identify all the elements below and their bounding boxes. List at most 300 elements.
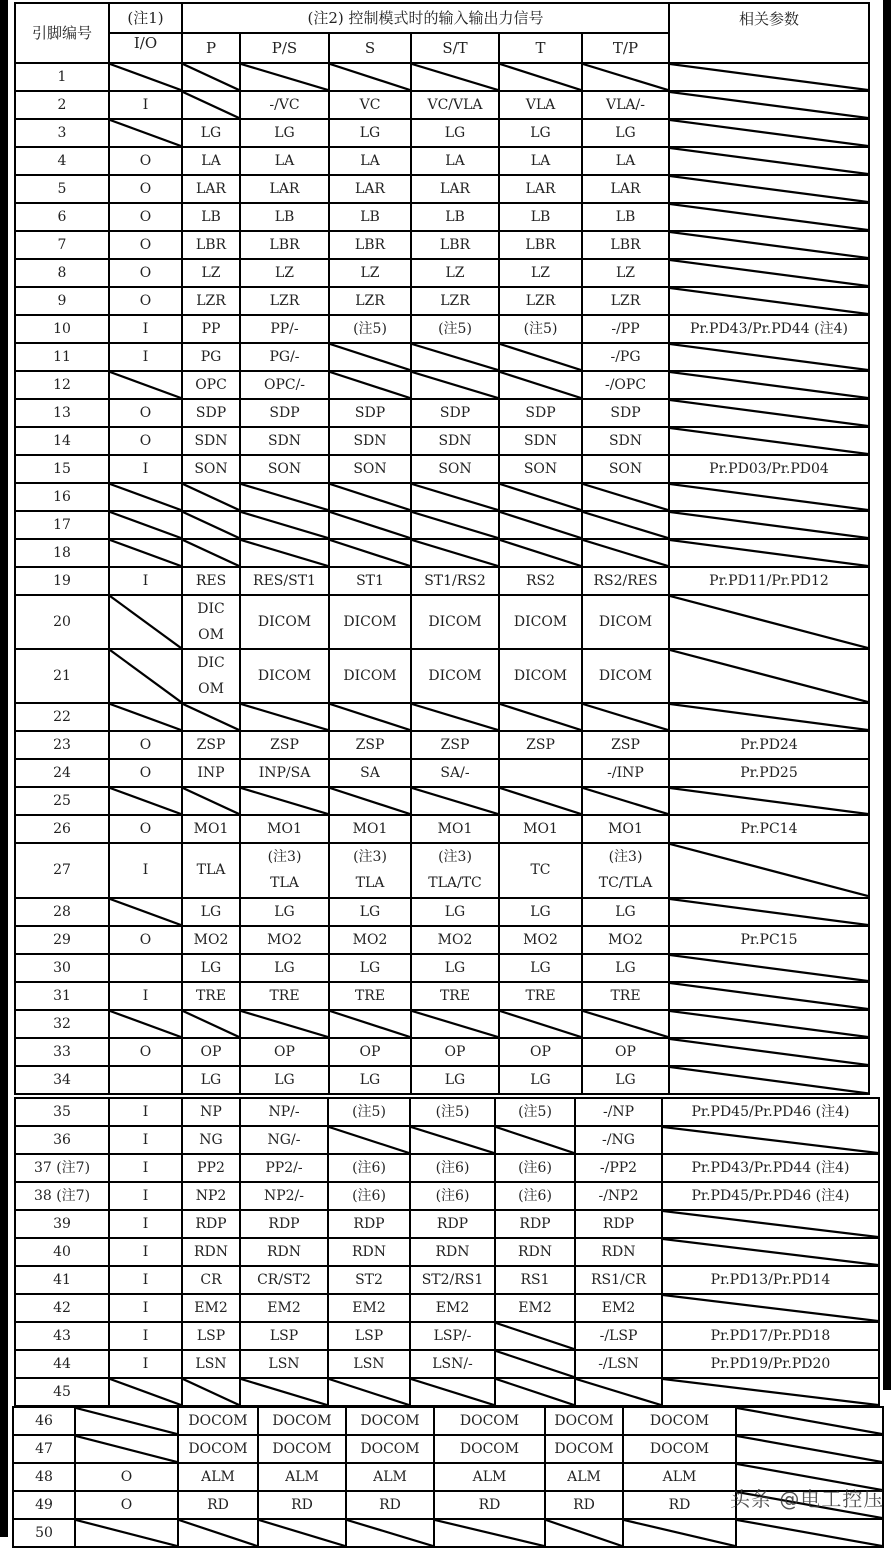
mode-signal-cell: LG xyxy=(499,1066,582,1094)
io-cell: I xyxy=(109,1238,182,1266)
mode-signal-cell: LG xyxy=(582,954,669,982)
pin-number-cell: 17 xyxy=(15,511,109,539)
pin-number-cell: 49 xyxy=(13,1491,75,1519)
io-cell-empty xyxy=(109,539,182,567)
table-row xyxy=(15,119,869,147)
io-cell: I xyxy=(109,1210,182,1238)
mode-signal-cell: -/PP xyxy=(582,315,669,343)
mode-signal-cell: VLA/- xyxy=(582,91,669,119)
mode-signal-cell: (注5) xyxy=(328,1098,410,1126)
diagonal-strike-icon xyxy=(670,344,868,370)
io-cell: I xyxy=(109,455,182,483)
diagonal-strike-icon xyxy=(496,1379,574,1405)
io-cell: I xyxy=(109,843,182,897)
diagonal-strike-icon xyxy=(412,788,498,814)
diagonal-strike-icon xyxy=(670,540,868,566)
mode-signal-cell: LBR xyxy=(582,231,669,259)
mode-signal-cell: SON xyxy=(240,455,329,483)
mode-signal-cell: SON xyxy=(329,455,411,483)
mode-signal-cell: DOCOM xyxy=(346,1407,434,1435)
mode-signal-cell: RDP xyxy=(575,1210,662,1238)
mode-signal-cell: RD xyxy=(623,1491,736,1519)
io-cell: I xyxy=(109,315,182,343)
mode-signal-cell: OPC xyxy=(182,371,240,399)
param-cell-empty xyxy=(669,427,869,455)
io-cell: I xyxy=(109,1350,182,1378)
io-cell-empty xyxy=(109,119,182,147)
mode-signal-cell-empty xyxy=(410,1378,495,1406)
param-cell-empty xyxy=(669,63,869,91)
mode-signal-cell: LBR xyxy=(499,231,582,259)
mode-signal-cell-empty xyxy=(182,539,240,567)
mode-signal-cell: LZR xyxy=(411,287,499,315)
mode-signal-cell: TRE xyxy=(182,982,240,1010)
mode-signal-cell: -/LSP xyxy=(575,1322,662,1350)
table-row xyxy=(15,954,869,982)
pin-number-cell: 29 xyxy=(15,926,109,954)
mode-signal-cell: MO2 xyxy=(240,926,329,954)
pin-number-cell: 40 xyxy=(15,1238,109,1266)
pin-number-cell: 16 xyxy=(15,483,109,511)
pin-number-cell: 36 xyxy=(15,1126,109,1154)
diagonal-strike-icon xyxy=(583,484,668,510)
diagonal-strike-icon xyxy=(412,344,498,370)
pin-number-cell: 12 xyxy=(15,371,109,399)
param-cell: Pr.PD25 xyxy=(669,759,869,787)
mode-signal-cell: (注3) TLA/TC xyxy=(411,843,499,897)
io-cell: O xyxy=(109,815,182,843)
io-cell: O xyxy=(75,1491,178,1519)
diagonal-strike-icon xyxy=(347,1520,433,1546)
diagonal-strike-icon xyxy=(241,64,328,90)
table-row xyxy=(15,455,869,483)
io-cell: I xyxy=(109,1182,182,1210)
mode-signal-cell: (注5) xyxy=(329,315,411,343)
table-row xyxy=(15,1210,879,1238)
table-row xyxy=(15,787,869,815)
diagonal-strike-icon xyxy=(330,64,410,90)
mode-signal-cell-empty xyxy=(582,511,669,539)
table-row xyxy=(15,203,869,231)
diagonal-strike-icon xyxy=(183,92,239,118)
param-cell: Pr.PD45/Pr.PD46 (注4) xyxy=(662,1098,879,1126)
mode-signal-cell: RD xyxy=(346,1491,434,1519)
mode-signal-cell-empty xyxy=(411,371,499,399)
pin-number-cell: 6 xyxy=(15,203,109,231)
mode-signal-cell: MO2 xyxy=(499,926,582,954)
mode-signal-cell: LZ xyxy=(499,259,582,287)
mode-signal-cell: ALM xyxy=(623,1463,736,1491)
mode-signal-cell-empty xyxy=(182,1010,240,1038)
param-cell-empty xyxy=(669,203,869,231)
mode-signal-cell-empty xyxy=(240,703,329,731)
table-row xyxy=(15,175,869,203)
mode-signal-cell-empty xyxy=(499,1010,582,1038)
pin-table-body-1 xyxy=(15,63,869,1094)
mode-signal-cell: ZSP xyxy=(240,731,329,759)
mode-signal-cell: ST1 xyxy=(329,567,411,595)
param-cell: Pr.PD19/Pr.PD20 xyxy=(662,1350,879,1378)
io-cell: O xyxy=(109,231,182,259)
pin-number-cell: 42 xyxy=(15,1294,109,1322)
mode-signal-cell: RDP xyxy=(495,1210,575,1238)
diagonal-strike-icon xyxy=(670,260,868,286)
mode-signal-cell-empty xyxy=(495,1322,575,1350)
mode-signal-cell-empty xyxy=(411,483,499,511)
mode-signal-cell: LG xyxy=(329,1066,411,1094)
diagonal-strike-icon xyxy=(76,1436,177,1462)
param-cell: Pr.PD24 xyxy=(669,731,869,759)
mode-signal-cell: LG xyxy=(411,954,499,982)
io-cell: O xyxy=(109,731,182,759)
mode-signal-cell: ALM xyxy=(258,1463,346,1491)
mode-signal-cell: LAR xyxy=(411,175,499,203)
mode-signal-cell: SDP xyxy=(182,399,240,427)
table-row xyxy=(13,1407,883,1435)
pin-table-section-3 xyxy=(12,1406,884,1541)
mode-signal-cell-empty xyxy=(499,343,582,371)
mode-signal-cell: MO2 xyxy=(411,926,499,954)
mode-signal-cell: LG xyxy=(182,119,240,147)
mode-signal-cell: SDN xyxy=(499,427,582,455)
mode-signal-cell: (注6) xyxy=(328,1154,410,1182)
header-mode-title: (注2) 控制模式时的输入输出力信号 xyxy=(182,3,669,33)
diagonal-strike-icon xyxy=(110,899,181,925)
mode-signal-cell: PG/- xyxy=(240,343,329,371)
mode-signal-cell-empty xyxy=(495,1126,575,1154)
mode-signal-cell: LG xyxy=(329,119,411,147)
mode-signal-cell-empty xyxy=(182,483,240,511)
diagonal-strike-icon xyxy=(183,512,239,538)
mode-signal-cell-empty xyxy=(240,787,329,815)
io-cell: I xyxy=(109,1322,182,1350)
table-row xyxy=(15,1154,879,1182)
mode-signal-cell: ZSP xyxy=(182,731,240,759)
io-cell: I xyxy=(109,1098,182,1126)
param-cell-empty xyxy=(736,1519,883,1547)
io-cell-empty xyxy=(109,703,182,731)
diagonal-strike-icon xyxy=(241,540,328,566)
mode-signal-cell: EM2 xyxy=(410,1294,495,1322)
param-cell-empty xyxy=(669,1038,869,1066)
pin-number-cell: 34 xyxy=(15,1066,109,1094)
mode-signal-cell: TRE xyxy=(240,982,329,1010)
table-row xyxy=(13,1519,883,1547)
mode-signal-cell: OPC/- xyxy=(240,371,329,399)
mode-signal-cell-empty xyxy=(329,371,411,399)
mode-signal-cell: LG xyxy=(240,954,329,982)
pin-number-cell: 3 xyxy=(15,119,109,147)
diagonal-strike-icon xyxy=(183,1011,239,1037)
mode-signal-cell: SDN xyxy=(411,427,499,455)
table-row xyxy=(15,1378,879,1406)
mode-signal-cell: NP2 xyxy=(182,1182,240,1210)
param-cell: Pr.PD17/Pr.PD18 xyxy=(662,1322,879,1350)
pin-number-cell: 20 xyxy=(15,595,109,649)
pin-number-cell: 33 xyxy=(15,1038,109,1066)
mode-signal-cell: RDN xyxy=(410,1238,495,1266)
pin-number-cell: 15 xyxy=(15,455,109,483)
mode-signal-cell: -/VC xyxy=(240,91,329,119)
table-row xyxy=(15,1266,879,1294)
mode-signal-cell: -/PP2 xyxy=(575,1154,662,1182)
right-border-bar xyxy=(883,0,891,1390)
mode-signal-cell: LAR xyxy=(182,175,240,203)
pin-number-cell: 1 xyxy=(15,63,109,91)
pin-number-cell: 27 xyxy=(15,843,109,897)
pin-number-cell: 48 xyxy=(13,1463,75,1491)
mode-signal-cell: MO2 xyxy=(182,926,240,954)
diagonal-strike-icon xyxy=(183,484,239,510)
mode-signal-cell: LG xyxy=(329,898,411,926)
header-mode-st: S/T xyxy=(411,33,499,63)
pin-number-cell: 9 xyxy=(15,287,109,315)
table-row xyxy=(15,343,869,371)
mode-signal-cell: MO1 xyxy=(240,815,329,843)
mode-signal-cell: SDP xyxy=(411,399,499,427)
mode-signal-cell: LB xyxy=(240,203,329,231)
mode-signal-cell: NP xyxy=(182,1098,240,1126)
mode-signal-cell: OP xyxy=(329,1038,411,1066)
param-cell-empty xyxy=(669,399,869,427)
mode-signal-cell: ST1/RS2 xyxy=(411,567,499,595)
mode-signal-cell: PP2 xyxy=(182,1154,240,1182)
diagonal-strike-icon xyxy=(412,704,498,730)
mode-signal-cell-empty xyxy=(411,539,499,567)
diagonal-strike-icon xyxy=(330,1011,410,1037)
mode-signal-cell: DOCOM xyxy=(545,1407,623,1435)
pin-table-section-2 xyxy=(14,1097,880,1402)
mode-signal-cell: DOCOM xyxy=(346,1435,434,1463)
pin-number-cell: 11 xyxy=(15,343,109,371)
diagonal-strike-icon xyxy=(670,844,868,896)
mode-signal-cell-empty xyxy=(240,1010,329,1038)
diagonal-strike-icon xyxy=(663,1295,878,1321)
pin-number-cell: 37 (注7) xyxy=(15,1154,109,1182)
diagonal-strike-icon xyxy=(241,1011,328,1037)
mode-signal-cell: VC xyxy=(329,91,411,119)
mode-signal-cell: OP xyxy=(582,1038,669,1066)
mode-signal-cell: LZR xyxy=(499,287,582,315)
mode-signal-cell: -/PG xyxy=(582,343,669,371)
pin-number-cell: 32 xyxy=(15,1010,109,1038)
pin-table-3 xyxy=(12,1406,884,1548)
mode-signal-cell: SDP xyxy=(240,399,329,427)
mode-signal-cell: VLA xyxy=(499,91,582,119)
pin-number-cell: 8 xyxy=(15,259,109,287)
table-row xyxy=(15,1238,879,1266)
param-cell-empty xyxy=(669,147,869,175)
mode-signal-cell-empty xyxy=(499,703,582,731)
mode-signal-cell-empty xyxy=(582,703,669,731)
mode-signal-cell-empty xyxy=(499,483,582,511)
param-cell-empty xyxy=(662,1126,879,1154)
diagonal-strike-icon xyxy=(330,788,410,814)
table-row xyxy=(15,1182,879,1210)
mode-signal-cell: LA xyxy=(582,147,669,175)
mode-signal-cell: TRE xyxy=(499,982,582,1010)
mode-signal-cell: LSN xyxy=(182,1350,240,1378)
mode-signal-cell-empty xyxy=(495,1350,575,1378)
diagonal-strike-icon xyxy=(183,1379,239,1405)
param-cell-empty xyxy=(669,703,869,731)
mode-signal-cell: MO2 xyxy=(329,926,411,954)
io-cell: I xyxy=(109,982,182,1010)
mode-signal-cell-empty xyxy=(582,787,669,815)
mode-signal-cell-empty xyxy=(329,511,411,539)
mode-signal-cell: LBR xyxy=(240,231,329,259)
diagonal-strike-icon xyxy=(76,1408,177,1434)
mode-signal-cell: LG xyxy=(411,1066,499,1094)
mode-signal-cell: LG xyxy=(240,898,329,926)
table-row xyxy=(15,259,869,287)
mode-signal-cell: LZ xyxy=(411,259,499,287)
mode-signal-cell: LG xyxy=(582,119,669,147)
param-cell-empty xyxy=(669,343,869,371)
mode-signal-cell: MO1 xyxy=(329,815,411,843)
mode-signal-cell: LSP/- xyxy=(410,1322,495,1350)
pin-number-cell: 31 xyxy=(15,982,109,1010)
pin-number-cell: 45 xyxy=(15,1378,109,1406)
table-row xyxy=(15,1350,879,1378)
param-cell-empty xyxy=(669,982,869,1010)
mode-signal-cell: SDN xyxy=(582,427,669,455)
mode-signal-cell: LG xyxy=(240,1066,329,1094)
mode-signal-cell: LG xyxy=(499,119,582,147)
diagonal-strike-icon xyxy=(110,650,181,702)
header-io: I/O xyxy=(109,33,182,63)
table-row xyxy=(15,649,869,703)
mode-signal-cell xyxy=(499,759,582,787)
param-cell-empty xyxy=(662,1294,879,1322)
io-cell: O xyxy=(109,203,182,231)
param-cell-empty xyxy=(662,1210,879,1238)
mode-signal-cell: RD xyxy=(545,1491,623,1519)
mode-signal-cell-empty xyxy=(329,1010,411,1038)
diagonal-strike-icon xyxy=(110,1011,181,1037)
diagonal-strike-icon xyxy=(110,540,181,566)
mode-signal-cell: DOCOM xyxy=(545,1435,623,1463)
mode-signal-cell-empty xyxy=(495,1378,575,1406)
mode-signal-cell: RD xyxy=(178,1491,258,1519)
param-cell-empty xyxy=(669,371,869,399)
io-cell: I xyxy=(109,1126,182,1154)
mode-signal-cell-empty xyxy=(499,63,582,91)
mode-signal-cell-empty xyxy=(499,787,582,815)
mode-signal-cell-empty xyxy=(411,703,499,731)
pin-number-cell: 47 xyxy=(13,1435,75,1463)
mode-signal-cell: LG xyxy=(582,898,669,926)
io-cell: O xyxy=(109,926,182,954)
diagonal-strike-icon xyxy=(737,1408,882,1434)
pin-table-body-2 xyxy=(15,1098,879,1406)
io-cell xyxy=(109,1066,182,1094)
pin-number-cell: 2 xyxy=(15,91,109,119)
mode-signal-cell: LSP xyxy=(182,1322,240,1350)
mode-signal-cell-empty xyxy=(411,63,499,91)
mode-signal-cell: -/NP2 xyxy=(575,1182,662,1210)
diagonal-strike-icon xyxy=(110,1379,181,1405)
mode-signal-cell: ZSP xyxy=(411,731,499,759)
pin-number-cell: 14 xyxy=(15,427,109,455)
table-row xyxy=(15,982,869,1010)
mode-signal-cell: (注6) xyxy=(410,1182,495,1210)
diagonal-strike-icon xyxy=(110,704,181,730)
io-cell-empty xyxy=(109,63,182,91)
param-cell-empty xyxy=(669,649,869,703)
pin-number-cell: 21 xyxy=(15,649,109,703)
mode-signal-cell: MO1 xyxy=(582,815,669,843)
mode-signal-cell: DICOM xyxy=(499,595,582,649)
mode-signal-cell: (注3) TLA xyxy=(240,843,329,897)
mode-signal-cell: LSN xyxy=(240,1350,328,1378)
mode-signal-cell-empty xyxy=(240,483,329,511)
mode-signal-cell-empty xyxy=(582,539,669,567)
mode-signal-cell-empty xyxy=(623,1519,736,1547)
mode-signal-cell: INP/SA xyxy=(240,759,329,787)
mode-signal-cell: (注5) xyxy=(410,1098,495,1126)
mode-signal-cell: TC xyxy=(499,843,582,897)
mode-signal-cell: SA xyxy=(329,759,411,787)
pin-number-cell: 19 xyxy=(15,567,109,595)
io-cell: I xyxy=(109,343,182,371)
mode-signal-cell: RDP xyxy=(182,1210,240,1238)
diagonal-strike-icon xyxy=(110,484,181,510)
diagonal-strike-icon xyxy=(663,1211,878,1237)
mode-signal-cell-empty xyxy=(434,1519,545,1547)
table-row xyxy=(15,539,869,567)
header-pin-number: 引脚编号 xyxy=(15,3,109,63)
mode-signal-cell: DICOM xyxy=(240,649,329,703)
mode-signal-cell-empty xyxy=(329,483,411,511)
mode-signal-cell: LG xyxy=(182,1066,240,1094)
diagonal-strike-icon xyxy=(183,540,239,566)
diagonal-strike-icon xyxy=(241,1379,327,1405)
diagonal-strike-icon xyxy=(583,788,668,814)
mode-signal-cell: ZSP xyxy=(329,731,411,759)
diagonal-strike-icon xyxy=(500,372,581,398)
diagonal-strike-icon xyxy=(670,955,868,981)
mode-signal-cell: LB xyxy=(329,203,411,231)
mode-signal-cell: ALM xyxy=(434,1463,545,1491)
mode-signal-cell: RDN xyxy=(182,1238,240,1266)
mode-signal-cell: LG xyxy=(182,898,240,926)
mode-signal-cell: LSP xyxy=(240,1322,328,1350)
mode-signal-cell: LA xyxy=(329,147,411,175)
mode-signal-cell-empty xyxy=(182,1378,240,1406)
mode-signal-cell-empty xyxy=(499,539,582,567)
mode-signal-cell: RDN xyxy=(240,1238,328,1266)
mode-signal-cell: LBR xyxy=(411,231,499,259)
diagonal-strike-icon xyxy=(412,540,498,566)
diagonal-strike-icon xyxy=(670,899,868,925)
mode-signal-cell: LSN xyxy=(328,1350,410,1378)
io-cell: O xyxy=(109,259,182,287)
table-row xyxy=(15,567,869,595)
table-row xyxy=(15,315,869,343)
io-cell: O xyxy=(109,427,182,455)
mode-signal-cell: LAR xyxy=(582,175,669,203)
mode-signal-cell: LZR xyxy=(182,287,240,315)
mode-signal-cell: (注6) xyxy=(495,1182,575,1210)
diagonal-strike-icon xyxy=(411,1379,494,1405)
diagonal-strike-icon xyxy=(330,372,410,398)
header-mode-tp: T/P xyxy=(582,33,669,63)
param-cell-empty xyxy=(669,231,869,259)
mode-signal-cell: SON xyxy=(411,455,499,483)
mode-signal-cell-empty xyxy=(582,1010,669,1038)
mode-signal-cell: DICOM xyxy=(411,595,499,649)
